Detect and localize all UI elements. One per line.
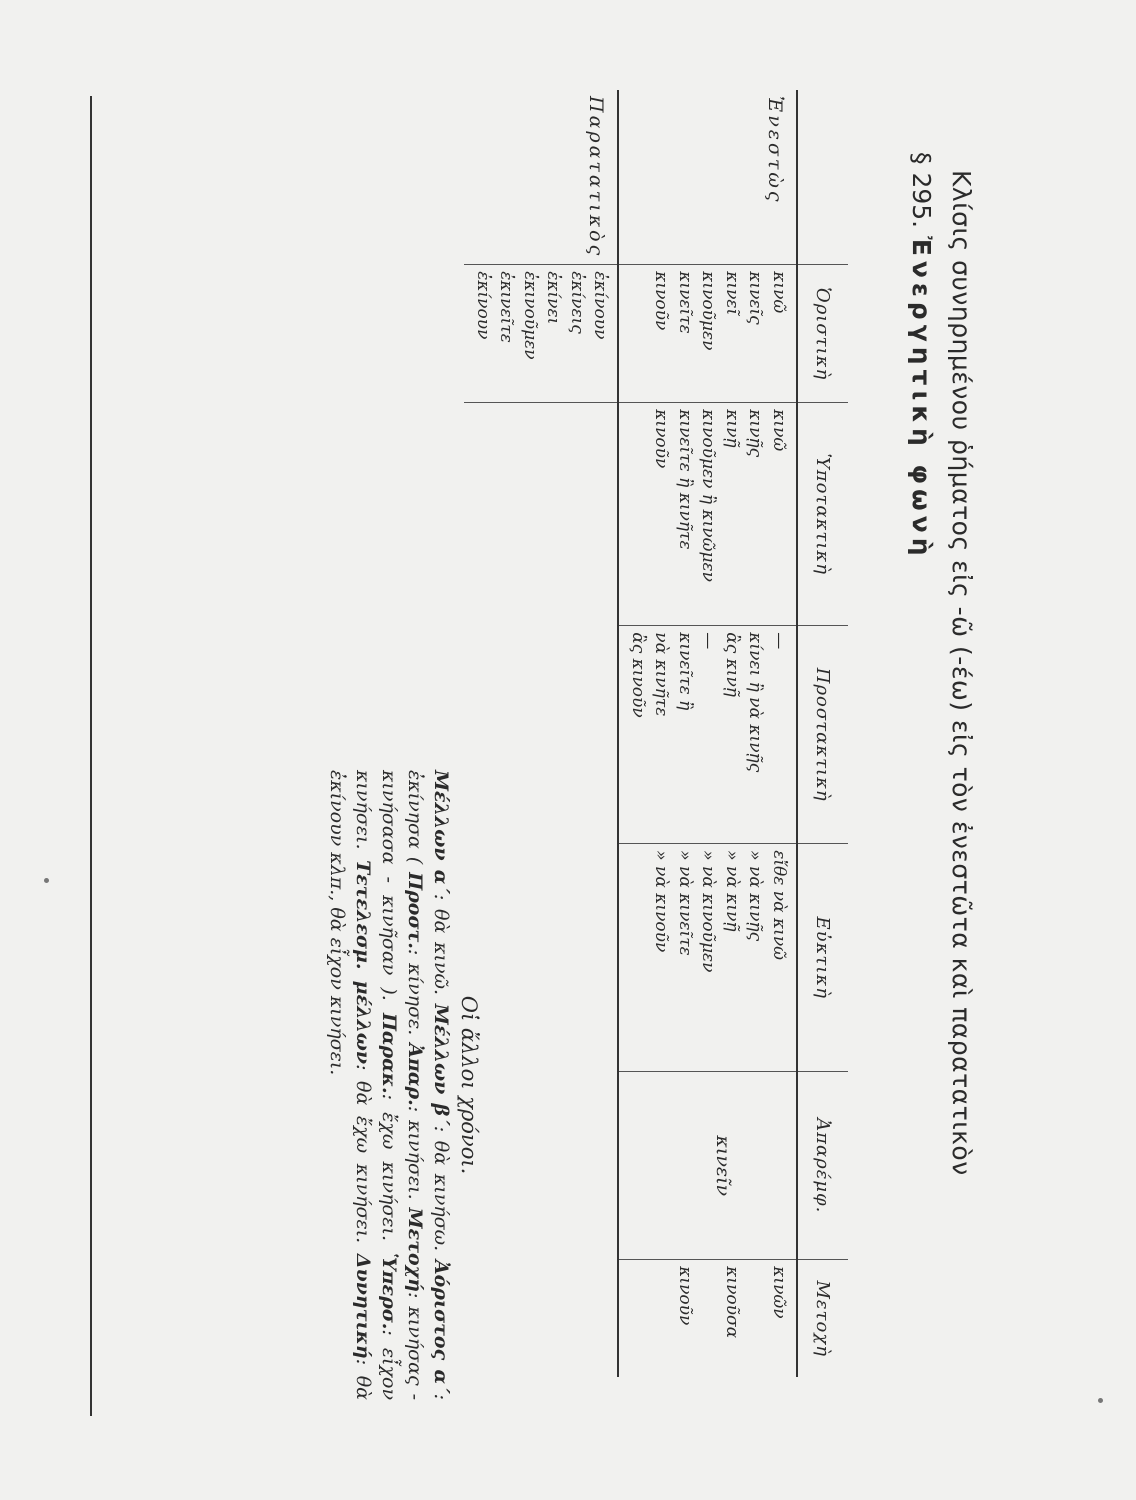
tense-label: Μέλλων α΄ (430, 770, 452, 894)
form: κινεῖτε (675, 271, 695, 334)
form: κινοῦν (651, 271, 672, 331)
form-spacer (743, 1266, 767, 1371)
paper-speck (44, 878, 49, 883)
form: ἐκίνεις (567, 271, 587, 334)
form: » νὰ κινῇς (745, 850, 766, 942)
other-tenses-block (324, 770, 482, 1400)
voice-title: Ἐνεργητικὴ φωνὴ (907, 236, 936, 561)
conjugation-table (465, 90, 849, 1377)
paper-speck (1098, 1398, 1103, 1403)
present-participle (619, 1260, 798, 1378)
tense-label: Μετοχή (404, 1207, 426, 1292)
form: κινῶν (769, 1266, 789, 1319)
tense-header-empty (797, 90, 848, 265)
form: κινῇ (722, 409, 742, 448)
form: ἂς κινοῦν (628, 632, 648, 718)
tense-label: Ἀπαρ. (404, 1043, 426, 1106)
imperfect-indicative (465, 265, 619, 403)
tense-forms: : κίνησε. (404, 948, 426, 1044)
bottom-rule (90, 96, 92, 1416)
tense-forms: : θὰ κινῶ. (430, 893, 452, 1004)
tense-forms: : θὰ ἐκίνουν κλπ., θὰ εἶχον κινήσει. (326, 770, 374, 1401)
form: κινοῦμεν (698, 271, 719, 351)
imperfect-label: Παρατατικὸς (585, 96, 608, 259)
form: κινῇς (745, 409, 766, 458)
form: ἐκίνουν (590, 271, 611, 340)
tense-forms: : κινήσας - κινήσασα - κινῆσαν ). (378, 770, 426, 1401)
tense-label: Τετελεσμ. μέλλων (352, 860, 374, 1065)
header-infinitive: Ἀπαρέμφ. (797, 1072, 848, 1260)
form: κινοῦν (651, 409, 672, 469)
form: νὰ κινῆτε (651, 632, 672, 717)
form: » νὰ κινῇ (722, 850, 742, 932)
form: κινεῖτε ἢ κινῆτε (675, 409, 695, 550)
form: κινεῖτε ἢ (675, 632, 695, 711)
form: κινοῦν (675, 1266, 695, 1326)
tense-label: Ἀόριστος α΄ (430, 1259, 452, 1394)
form: » νὰ κινοῦν (651, 850, 672, 953)
form: » νὰ κινεῖτε (675, 850, 695, 956)
tense-label: Μέλλων β΄ (430, 1003, 452, 1126)
present-indicative (619, 265, 798, 403)
table-header-row (797, 90, 848, 1377)
form: κινοῦσα (722, 1266, 742, 1339)
form: ἐκινεῖτε (496, 271, 517, 343)
form: κινοῦμεν ἢ κινῶμεν (698, 409, 719, 582)
form: εἴθε νὰ κινῶ (769, 850, 789, 961)
header-imperative: Προστακτικὴ (797, 626, 848, 844)
tense-forms: : θὰ κινήσω. (430, 1125, 452, 1260)
form: κινῶ (769, 409, 789, 452)
tense-label: Ὑπερσ. (378, 1253, 400, 1330)
present-subjunctive (619, 403, 798, 626)
form: κίνει ἢ νὰ κινῇς (745, 632, 766, 773)
tense-forms: : θὰ ἔχω κινήσει. (352, 1064, 374, 1254)
imperfect-empty (465, 403, 619, 1378)
form: ἂς κινῇ (722, 632, 742, 697)
form: — (769, 632, 789, 650)
form-spacer (696, 1266, 720, 1371)
tense-label: Δυνητική (352, 1253, 374, 1359)
tense-forms: : κινήσει. (404, 1105, 426, 1208)
form: — (698, 632, 719, 650)
tense-label: Παρακ. (378, 1012, 400, 1094)
form: κινεῖ (722, 271, 742, 316)
header-optative: Εὐκτικὴ (797, 844, 848, 1072)
other-tenses-text (326, 770, 452, 1400)
tense-forms: : ἔχω κινήσει. (378, 1093, 400, 1254)
present-infinitive (619, 1072, 798, 1260)
form: κινεῖς (745, 271, 766, 325)
section-heading (907, 152, 936, 1252)
present-row (619, 90, 798, 1377)
tense-forms: : ἐκίνησα ( (404, 770, 452, 1400)
imperfect-row (465, 90, 619, 1377)
present-label: Ἐνεστὼς (619, 90, 798, 265)
form: ἐκίνει (543, 271, 564, 325)
section-number: § 295. (907, 152, 936, 229)
form: κινῶ (769, 271, 789, 314)
form: » νὰ κινοῦμεν (698, 850, 719, 973)
header-subjunctive: Ὑποτακτικὴ (797, 403, 848, 626)
present-imperative (619, 626, 798, 844)
present-optative (619, 844, 798, 1072)
tense-label: Προστ. (404, 872, 426, 949)
page-title: Κλίσις συνηρημένου ῥήματος εἰς -ῶ (-έω) εἰς τὸν ἐνεστῶτα καὶ παρατατικὸν (947, 170, 976, 1176)
header-participle: Μετοχὴ (797, 1260, 848, 1378)
other-tenses-header: Οἱ ἄλλοι χρόνοι. (457, 995, 481, 1175)
form: ἐκίνουν (473, 271, 493, 340)
infinitive-form: κινεῖν (712, 1135, 734, 1197)
form: ἐκινοῦμεν (520, 271, 540, 360)
tense-forms: : εἶχον κινήσει. (352, 770, 400, 1400)
header-indicative: Ὁριστικὴ (797, 265, 848, 403)
